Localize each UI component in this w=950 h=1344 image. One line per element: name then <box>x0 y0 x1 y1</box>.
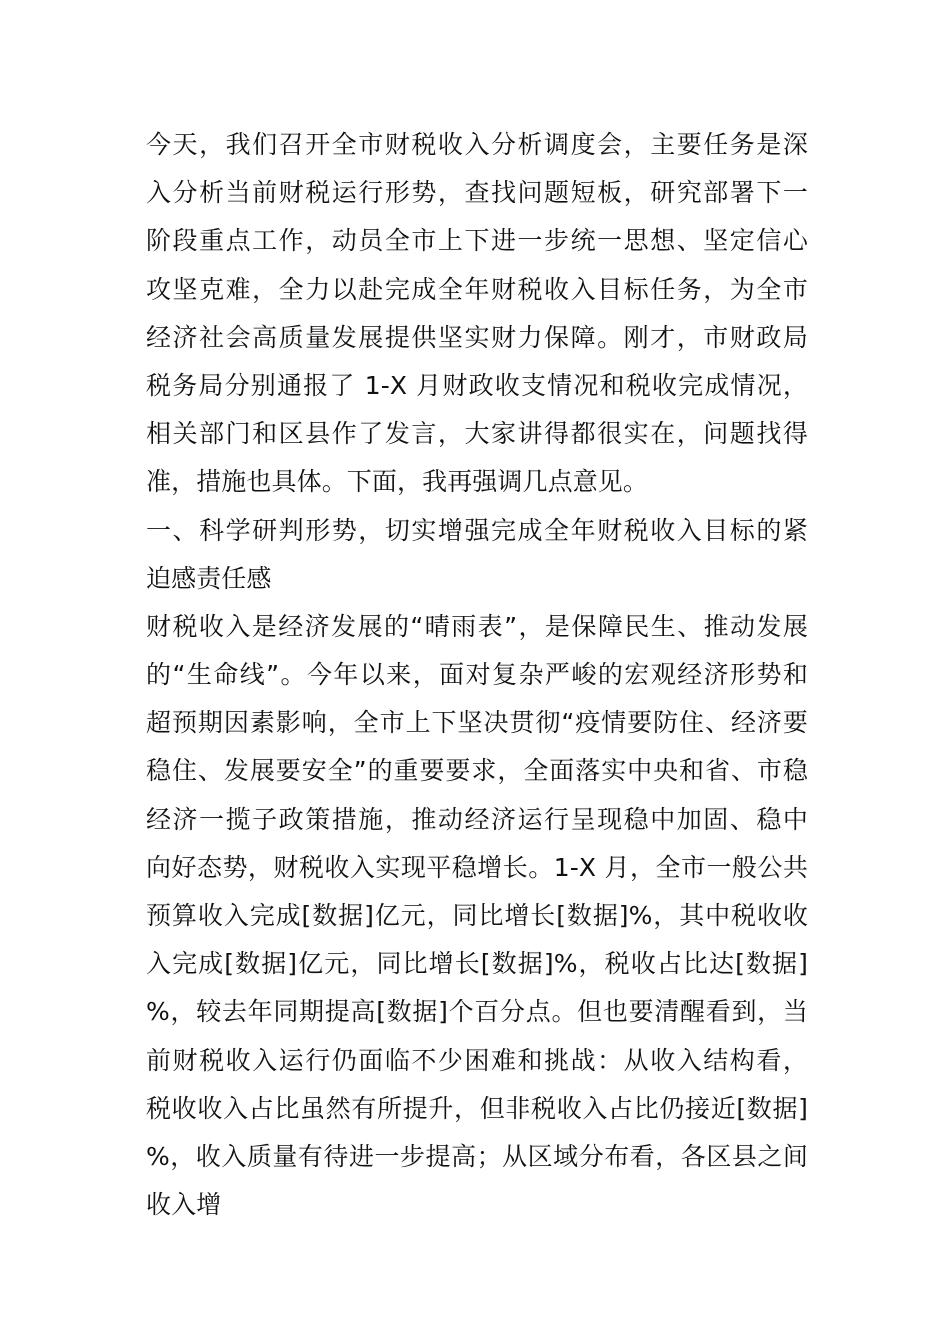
text-line: 向好态势，财税收入实现平稳增长。1-X 月，全市一般公共 <box>146 852 808 882</box>
section-heading-line: 一、科学研判形势，切实增强完成全年财税收入目标的紧 <box>146 515 808 545</box>
text-line: %，较去年同期提高[数据]个百分点。但也要清醒看到，当 <box>146 997 808 1027</box>
text-line: 税务局分别通报了 1-X 月财政收支情况和税收完成情况， <box>146 370 808 400</box>
text-line: 阶段重点工作，动员全市上下进一步统一思想、坚定信心 <box>146 226 808 256</box>
text-line: 财税收入是经济发展的“晴雨表”，是保障民生、推动发展 <box>146 611 808 641</box>
section-heading-line: 迫感责任感 <box>146 563 272 593</box>
document-body <box>146 121 808 1229</box>
text-line: 的“生命线”。今年以来，面对复杂严峻的宏观经济形势和 <box>146 660 808 690</box>
text-line: 预算收入完成[数据]亿元，同比增长[数据]%，其中税收收 <box>146 901 808 930</box>
text-line: 入分析当前财税运行形势，查找问题短板，研究部署下一 <box>146 178 808 208</box>
text-line: 超预期因素影响，全市上下坚决贯彻“疫情要防住、经济要 <box>146 708 808 738</box>
text-line: 攻坚克难，全力以赴完成全年财税收入目标任务，为全市 <box>146 274 808 304</box>
text-line: 准，措施也具体。下面，我再强调几点意见。 <box>146 467 649 497</box>
text-line: 经济社会高质量发展提供坚实财力保障。刚才，市财政局 <box>146 322 808 352</box>
text-line: 前财税收入运行仍面临不少困难和挑战：从收入结构看， <box>146 1045 808 1075</box>
text-line: 相关部门和区县作了发言，大家讲得都很实在，问题找得 <box>146 419 808 449</box>
text-line: 入完成[数据]亿元，同比增长[数据]%，税收占比达[数据] <box>146 949 808 979</box>
text-line: 收入增 <box>146 1190 222 1220</box>
text-line: %，收入质量有待进一步提高；从区域分布看，各区县之间 <box>146 1141 808 1171</box>
text-line: 经济一揽子政策措施，推动经济运行呈现稳中加固、稳中 <box>146 804 808 834</box>
text-line: 稳住、发展要安全”的重要要求，全面落实中央和省、市稳 <box>146 756 808 786</box>
text-line: 今天，我们召开全市财税收入分析调度会，主要任务是深 <box>146 130 808 159</box>
text-line: 税收收入占比虽然有所提升，但非税收入占比仍接近[数据] <box>146 1093 808 1123</box>
